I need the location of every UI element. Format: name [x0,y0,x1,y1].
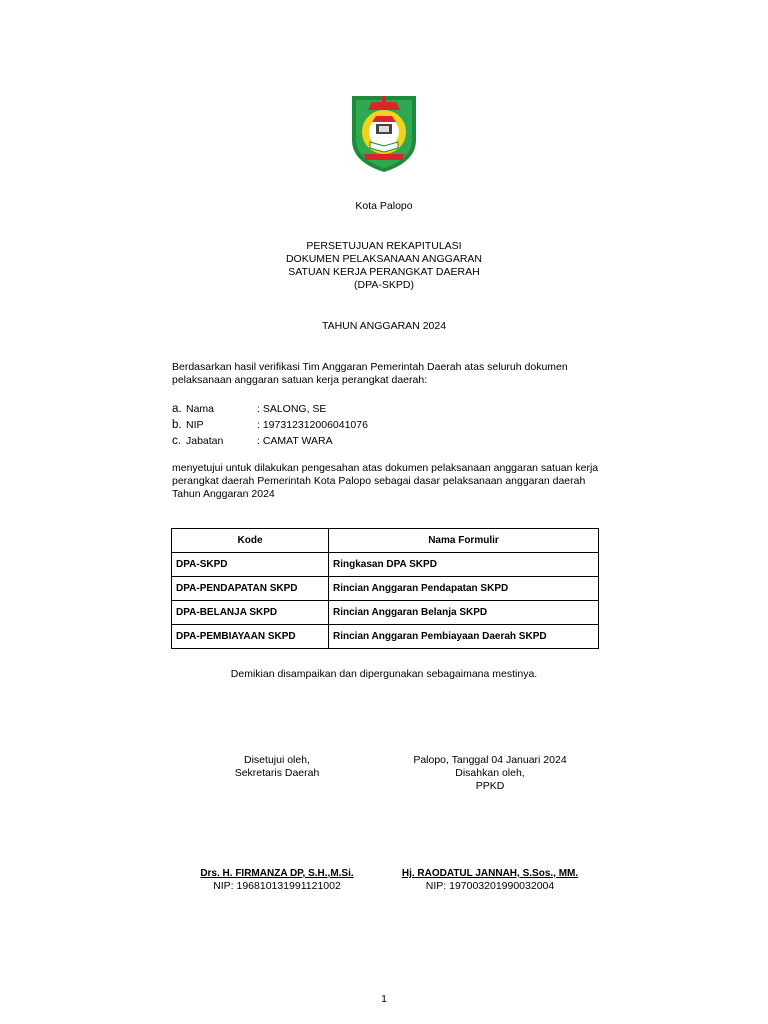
signature-block-right [390,754,590,793]
kota-palopo-emblem-logo [346,88,422,174]
city-name: Kota Palopo [355,200,413,212]
cell-kode: DPA-SKPD [172,553,329,577]
cell-kode: DPA-BELANJA SKPD [172,601,329,625]
identity-value: : SALONG, SE [257,403,327,415]
identity-letter: b. [172,419,182,431]
table-row [172,577,599,601]
ratified-by-label: Disahkan oleh, [455,767,525,779]
title-line: (DPA-SKPD) [354,279,414,291]
table-header-row [172,529,599,553]
identity-letter: c. [172,435,181,447]
intro-paragraph: Berdasarkan hasil verifikasi Tim Anggaran Pemerintah Daerah atas seluruh dokumen pelaksanaan anggaran satuan kerja perangkat daerah: [172,361,568,386]
cell-kode: DPA-PENDAPATAN SKPD [172,577,329,601]
title-line: SATUAN KERJA PERANGKAT DAERAH [288,266,480,278]
signer-right [390,867,590,893]
identity-label: NIP [186,419,204,431]
identity-value: : 197312312006041076 [257,419,368,431]
cell-kode: DPA-PEMBIAYAAN SKPD [172,625,329,649]
page-number: 1 [381,993,387,1005]
approval-paragraph: menyetujui untuk dilakukan pengesahan atas dokumen pelaksanaan anggaran satuan kerja perangkat daerah Pemerintah Kota Palopo sebagai dasar pelaksanaan anggaran daerah Tahun Anggaran 2024 [172,462,599,500]
cell-nama-formulir: Rincian Anggaran Belanja SKPD [329,601,599,625]
closing-statement: Demikian disampaikan dan dipergunakan sebagaimana mestinya. [230,668,538,680]
signature-block-left [177,754,377,780]
identity-letter: a. [172,403,182,415]
signer-name: Hj. RAODATUL JANNAH, S.Sos., MM. [401,868,579,879]
column-header-kode: Kode [172,529,329,553]
signer-title: Sekretaris Daerah [234,767,320,779]
title-line: PERSETUJUAN REKAPITULASI [306,240,462,252]
cell-nama-formulir: Ringkasan DPA SKPD [329,553,599,577]
signer-name: Drs. H. FIRMANZA DP, S.H.,M.Si. [200,868,354,879]
identity-label: Jabatan [186,435,224,447]
document-title [0,240,768,292]
table-row [172,625,599,649]
signer-left [177,867,377,893]
title-line: DOKUMEN PELAKSANAAN ANGGARAN [285,253,483,265]
approved-by-label: Disetujui oleh, [244,754,310,766]
cell-nama-formulir: Rincian Anggaran Pendapatan SKPD [329,577,599,601]
place-date: Palopo, Tanggal 04 Januari 2024 [413,754,567,766]
cell-nama-formulir: Rincian Anggaran Pembiayaan Daerah SKPD [329,625,599,649]
table-row [172,553,599,577]
signer-nip: NIP: 197003201990032004 [425,880,555,892]
identity-label: Nama [186,403,215,415]
table-row [172,601,599,625]
signer-title: PPKD [475,780,505,792]
column-header-nama-formulir: Nama Formulir [329,529,599,553]
fiscal-year: TAHUN ANGGARAN 2024 [321,320,447,332]
identity-value: : CAMAT WARA [257,435,333,447]
forms-table [171,528,599,649]
signer-nip: NIP: 196810131991121002 [213,880,341,892]
